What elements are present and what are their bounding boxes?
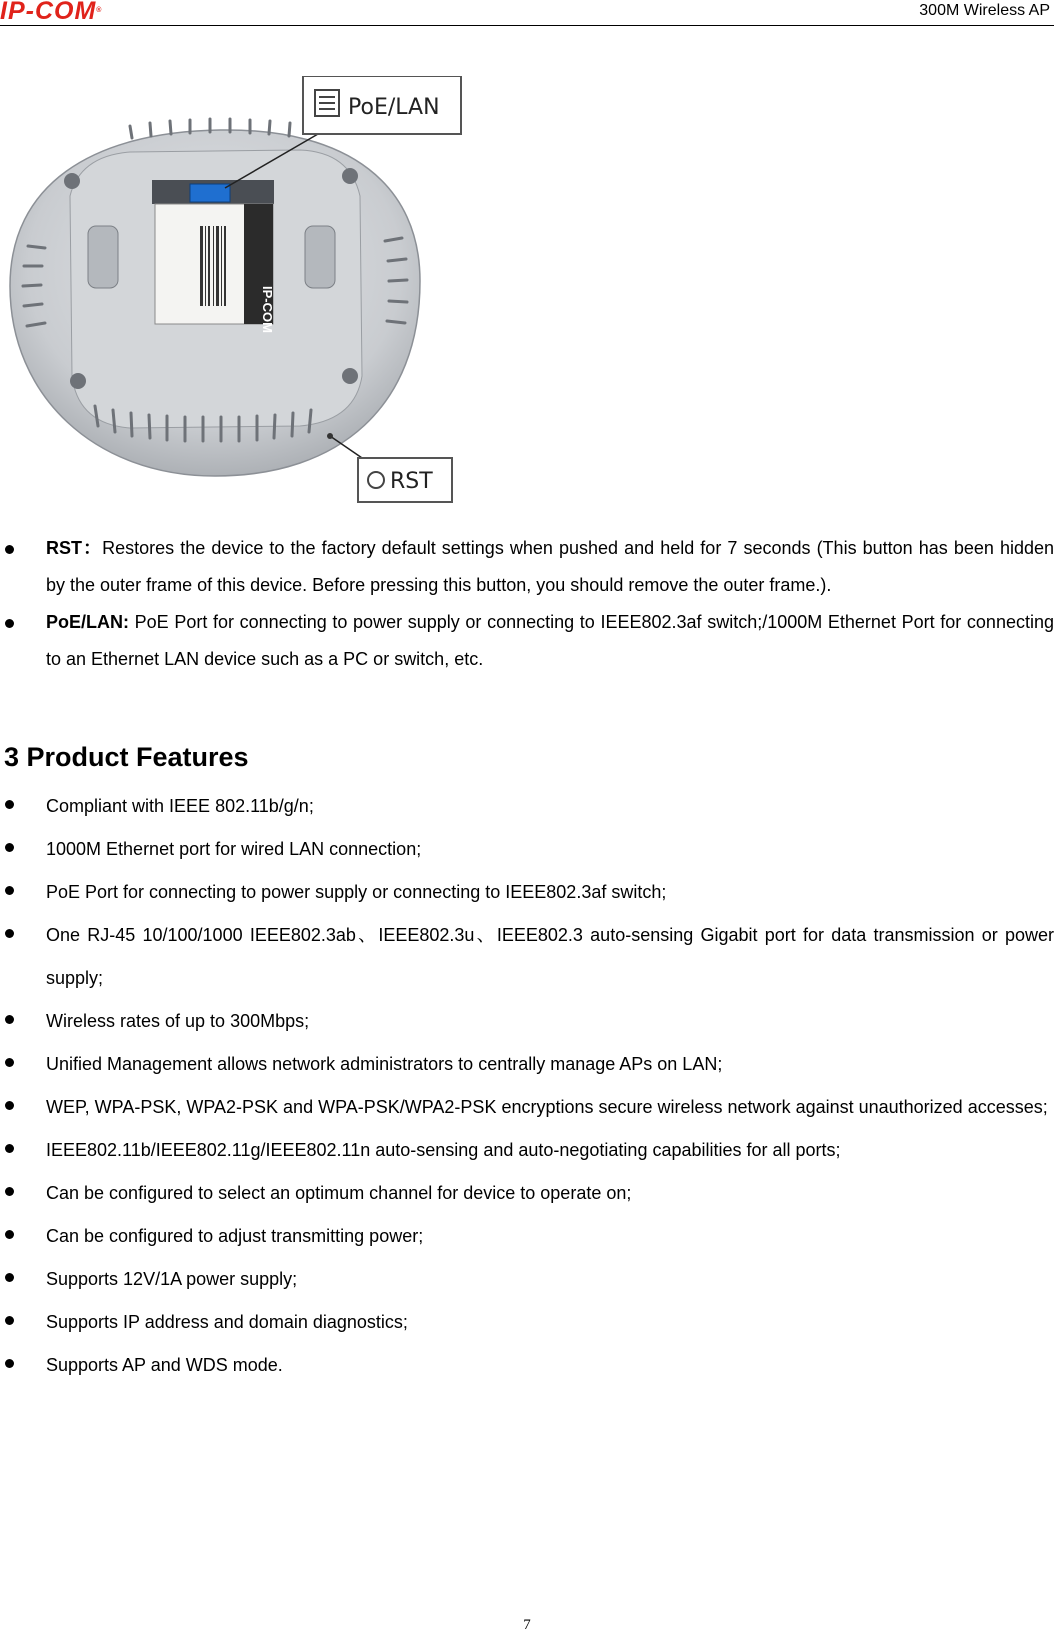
feature-text: Supports 12V/1A power supply;: [46, 1269, 298, 1289]
bullet-icon: [5, 1015, 14, 1024]
list-item: [0, 785, 1054, 828]
list-item: [0, 1129, 1054, 1172]
features-list: [0, 785, 1054, 1387]
mount-clip: [305, 226, 335, 288]
bullet-icon: [5, 929, 14, 938]
description-rst: Restores the device to the factory default settings when pushed and held for 7 seconds (This button has been hidden by the outer frame of this device. Before pressing this button, you should remove the outer frame.).: [46, 538, 1054, 595]
screw-hole: [70, 373, 86, 389]
bullet-icon: [5, 1359, 14, 1368]
feature-text: Can be configured to select an optimum channel for device to operate on;: [46, 1183, 632, 1203]
screw-hole: [64, 173, 80, 189]
port-descriptions: [0, 530, 1054, 678]
feature-text: Wireless rates of up to 300Mbps;: [46, 1011, 310, 1031]
reset-button-icon: [368, 472, 384, 488]
feature-text: IEEE802.11b/IEEE802.11g/IEEE802.11n auto-sensing and auto-negotiating capabilities for all ports;: [46, 1140, 841, 1160]
description-poe-lan: PoE Port for connecting to power supply or connecting to IEEE802.3af switch;/1000M Ethernet Port for connecting to an Ethernet LAN device such as a PC or switch, etc.: [46, 612, 1054, 669]
feature-text: 1000M Ethernet port for wired LAN connection;: [46, 839, 422, 859]
label-brand: IP-COM: [260, 286, 275, 333]
list-item: [0, 1086, 1054, 1129]
list-item: [0, 871, 1054, 914]
feature-text: PoE Port for connecting to power supply or connecting to IEEE802.3af switch;: [46, 882, 667, 902]
bullet-icon: [5, 800, 14, 809]
list-item: [0, 1301, 1054, 1344]
feature-text: Supports IP address and domain diagnostics;: [46, 1312, 408, 1332]
list-item: [0, 1172, 1054, 1215]
ip-com-logo: [0, 0, 103, 25]
list-item: [0, 604, 1054, 678]
rst-callout-label: RST: [390, 469, 433, 494]
mount-clip: [88, 226, 118, 288]
list-item: [0, 1000, 1054, 1043]
page-number: 7: [523, 1617, 531, 1633]
feature-text: WEP, WPA-PSK, WPA2-PSK and WPA-PSK/WPA2-PSK encryptions secure wireless network against unauthorized accesses;: [46, 1097, 1048, 1117]
screw-hole: [342, 168, 358, 184]
list-item: [0, 1215, 1054, 1258]
section-heading: 3 Product Features: [4, 742, 249, 772]
poe-lan-callout-label: PoE/LAN: [348, 95, 440, 120]
bullet-icon: [5, 1144, 14, 1153]
bullet-icon: [5, 1058, 14, 1067]
feature-text: Supports AP and WDS mode.: [46, 1355, 283, 1375]
list-item: [0, 914, 1054, 1000]
bullet-icon: [5, 1273, 14, 1282]
bullet-icon: [5, 1230, 14, 1239]
feature-text: One RJ-45 10/100/1000 IEEE802.3ab、IEEE802.3u、IEEE802.3 auto-sensing Gigabit port for data transmission or power supply;: [46, 925, 1054, 988]
device-bottom-figure: [0, 76, 480, 524]
feature-text: Compliant with IEEE 802.11b/g/n;: [46, 796, 314, 816]
bullet-icon: [5, 843, 14, 852]
bullet-icon: [5, 1101, 14, 1110]
list-item: [0, 828, 1054, 871]
screw-hole: [342, 368, 358, 384]
page-header: [0, 0, 1054, 26]
bullet-icon: [5, 1187, 14, 1196]
rst-button-hole: [327, 433, 333, 439]
bullet-icon: [5, 886, 14, 895]
bullet-icon: [5, 545, 14, 554]
list-item: [0, 530, 1054, 604]
document-title: 300M Wireless AP: [919, 2, 1050, 19]
bullet-icon: [5, 1316, 14, 1325]
list-item: [0, 1043, 1054, 1086]
term-rst: RST：: [46, 538, 103, 558]
feature-text: Can be configured to adjust transmitting power;: [46, 1226, 424, 1246]
term-poe-lan: PoE/LAN:: [46, 612, 129, 632]
logo-text: IP-COM: [0, 0, 97, 25]
header-divider: [0, 25, 1054, 26]
feature-text: Unified Management allows network administrators to centrally manage APs on LAN;: [46, 1054, 723, 1074]
list-item: [0, 1344, 1054, 1387]
bullet-icon: [5, 619, 14, 628]
registered-mark: ®: [96, 7, 103, 14]
poe-lan-port-icon: [190, 184, 230, 202]
list-item: [0, 1258, 1054, 1301]
